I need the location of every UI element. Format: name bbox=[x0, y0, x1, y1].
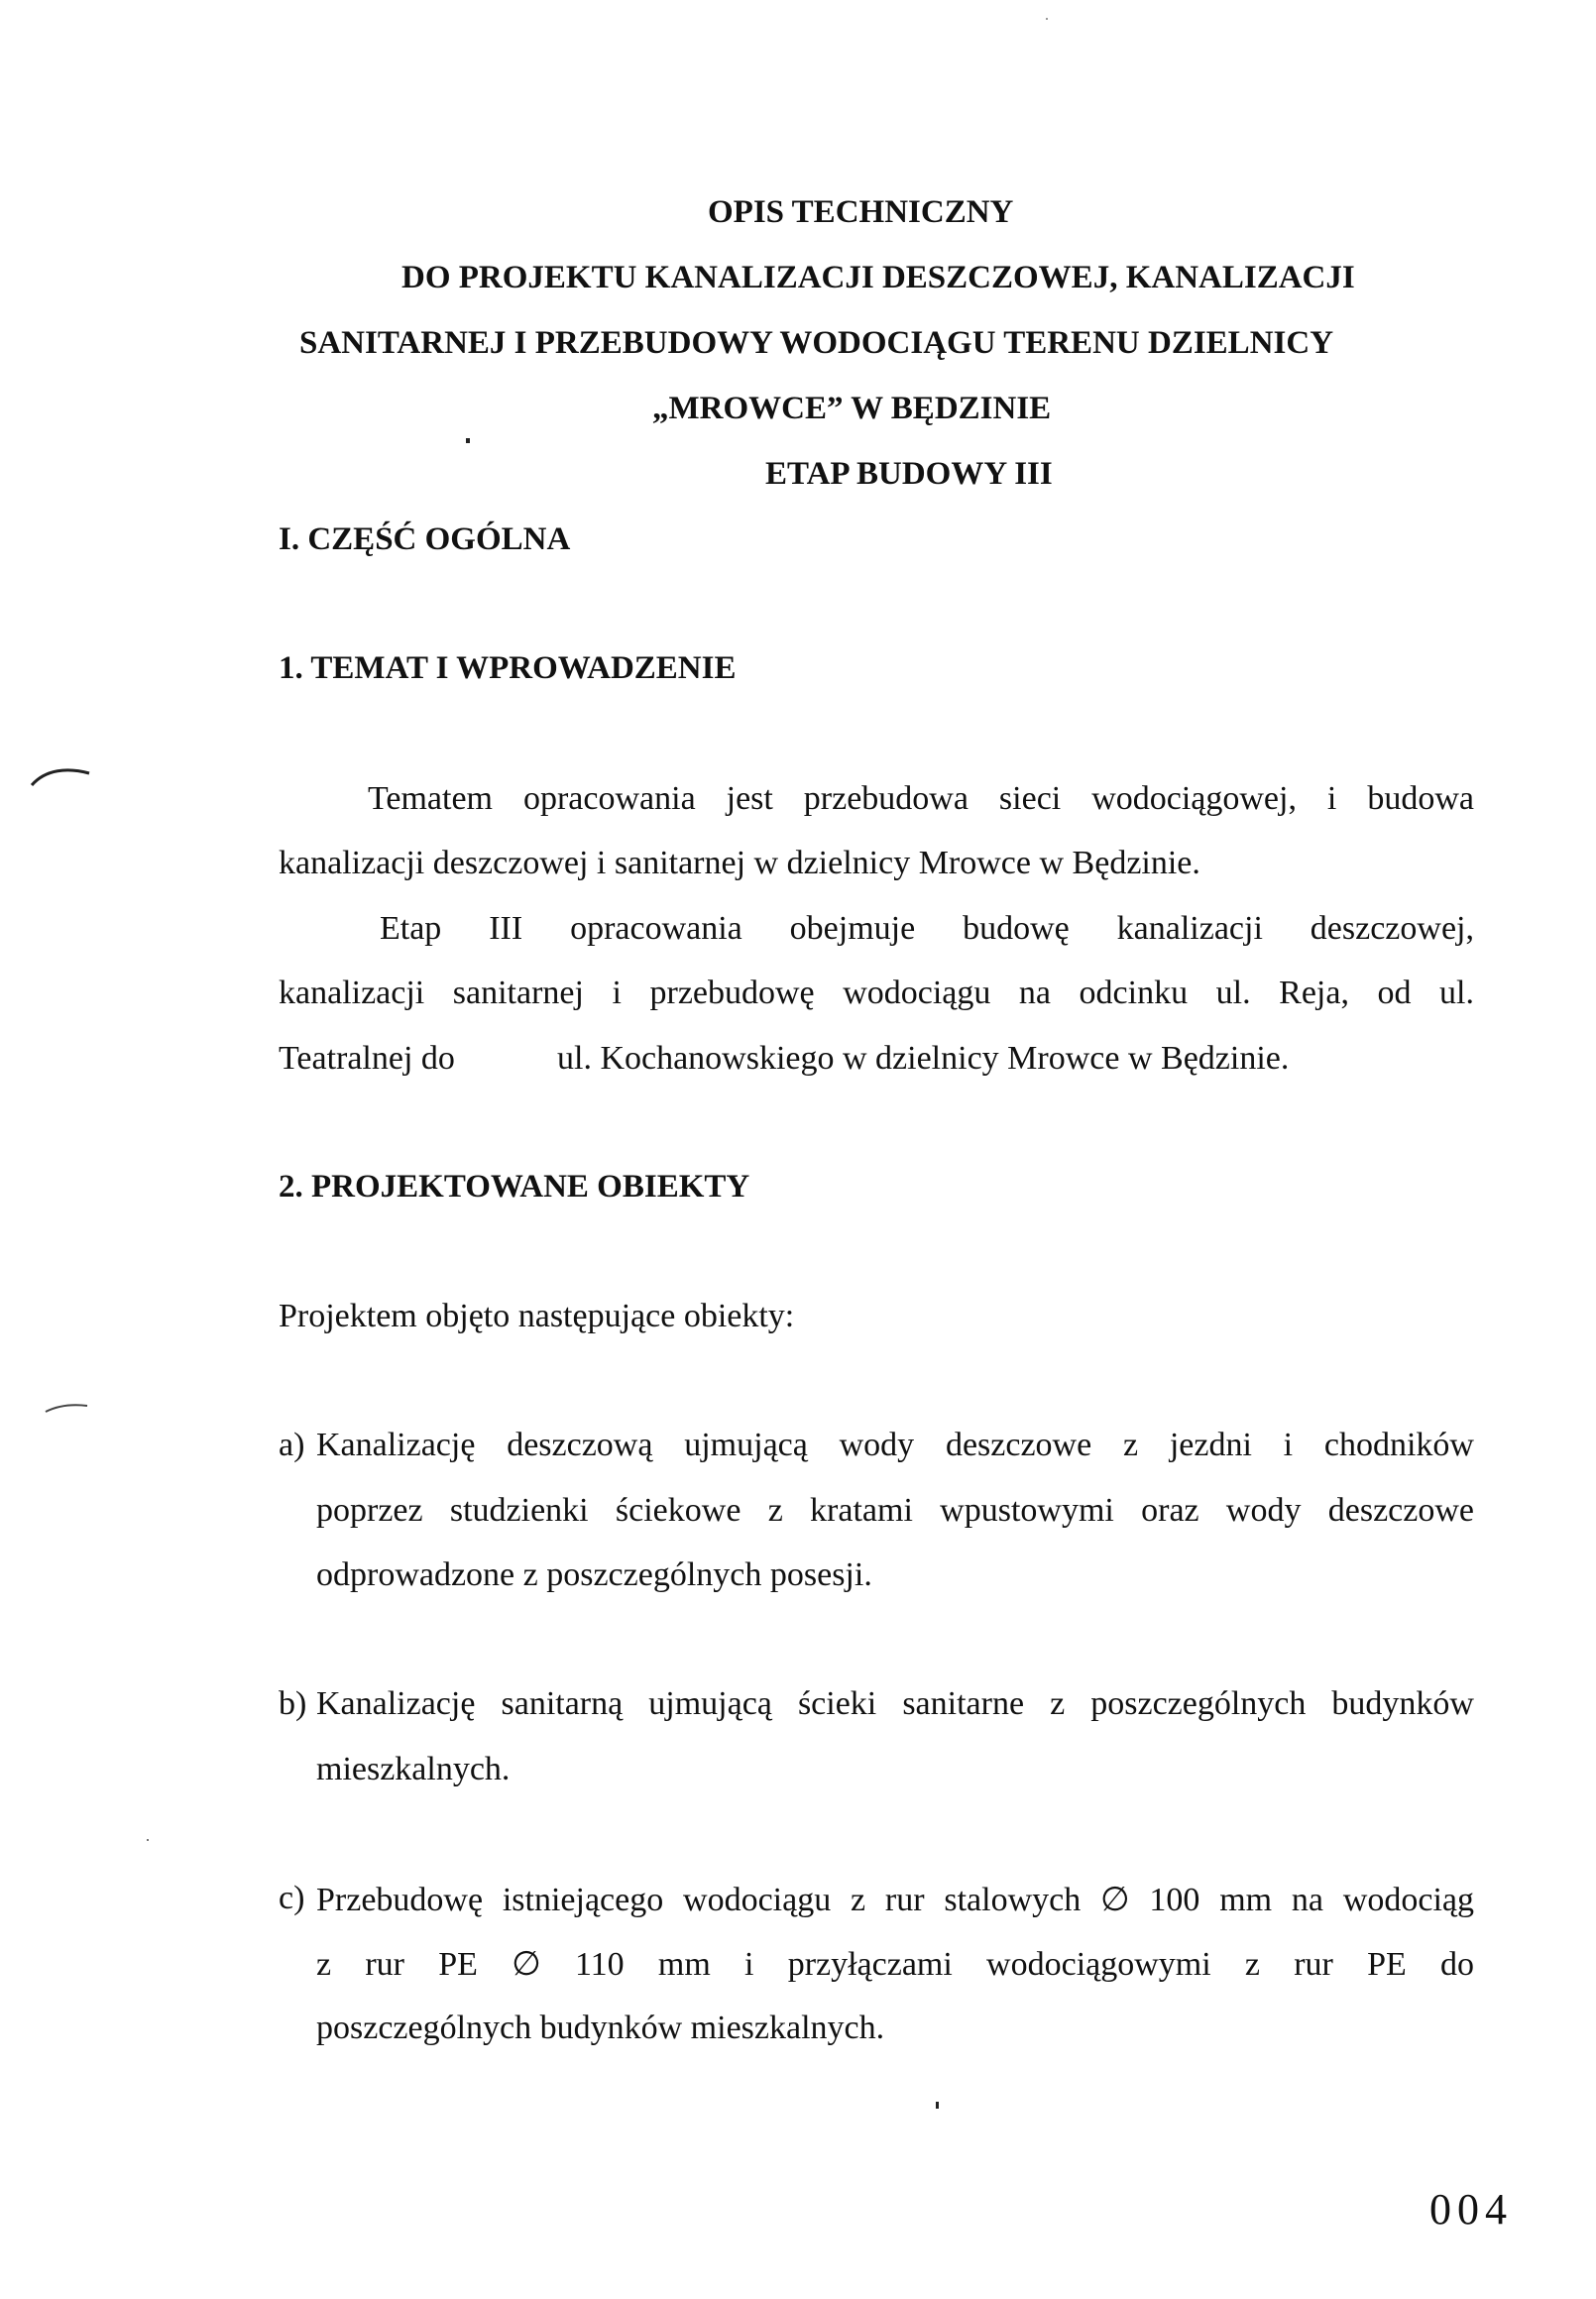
scan-dot-4 bbox=[1046, 18, 1048, 20]
section-1-paragraph-2-line-3b: ul. Kochanowskiego w dzielnicy Mrowce w Będzinie. bbox=[557, 1040, 1290, 1077]
list-item-c-line-1: Przebudowę istniejącego wodociągu z rur stalowych ∅ 100 mm na wodociąg bbox=[316, 1882, 1474, 1918]
document-title-line-3: SANITARNEJ I PRZEBUDOWY WODOCIĄGU TERENU DZIELNICY bbox=[299, 325, 1334, 361]
list-item-c-line-3: poszczególnych budynków mieszkalnych. bbox=[316, 2010, 885, 2046]
document-title-line-4: „MROWCE” W BĘDZINIE bbox=[652, 391, 1052, 426]
section-1-paragraph-2-line-1: Etap III opracowania obejmuje budowę kanalizacji deszczowej, bbox=[380, 910, 1474, 947]
document-title-line-2: DO PROJEKTU KANALIZACJI DESZCZOWEJ, KANALIZACJI bbox=[401, 260, 1355, 295]
scan-mark-top-left bbox=[28, 761, 97, 791]
scan-dot-1 bbox=[466, 438, 470, 443]
section-1-heading: 1. TEMAT I WPROWADZENIE bbox=[279, 650, 737, 686]
section-1-paragraph-2-line-2: kanalizacji sanitarnej i przebudowę wodociągu na odcinku ul. Reja, od ul. bbox=[279, 975, 1474, 1011]
list-item-b-line-1: Kanalizację sanitarną ujmującą ścieki sanitarne z poszczególnych budynków bbox=[316, 1685, 1474, 1722]
list-item-c-line-2: z rur PE ∅ 110 mm i przyłączami wodociągowymi z rur PE do bbox=[316, 1946, 1474, 1983]
list-item-a-line-1: Kanalizację deszczową ujmującą wody deszczowe z jezdni i chodników bbox=[316, 1427, 1474, 1463]
document-title-line-5: ETAP BUDOWY III bbox=[765, 456, 1053, 492]
section-2-intro: Projektem objęto następujące obiekty: bbox=[279, 1298, 795, 1334]
scan-mark-left bbox=[44, 1398, 93, 1418]
scan-dot-2 bbox=[936, 2102, 939, 2109]
list-item-a-line-3: odprowadzone z poszczególnych posesji. bbox=[316, 1556, 872, 1593]
list-item-a-marker: a) bbox=[279, 1427, 305, 1463]
list-item-a-line-2: poprzez studzienki ściekowe z kratami wpustowymi oraz wody deszczowe bbox=[316, 1492, 1474, 1529]
section-2-heading: 2. PROJEKTOWANE OBIEKTY bbox=[279, 1169, 750, 1205]
scan-dot-3 bbox=[147, 1839, 149, 1841]
document-title: OPIS TECHNICZNY bbox=[708, 194, 1014, 230]
page-number: 004 bbox=[1429, 2185, 1513, 2234]
list-item-c-marker: c) bbox=[279, 1880, 305, 1916]
section-1-paragraph-1-line-2: kanalizacji deszczowej i sanitarnej w dzielnicy Mrowce w Będzinie. bbox=[279, 845, 1200, 881]
section-1-paragraph-1-line-1: Tematem opracowania jest przebudowa sieci wodociągowej, i budowa bbox=[368, 780, 1474, 817]
section-1-paragraph-2-line-3a: Teatralnej do bbox=[279, 1040, 455, 1077]
list-item-b-line-2: mieszkalnych. bbox=[316, 1751, 511, 1787]
part-heading: I. CZĘŚĆ OGÓLNA bbox=[279, 521, 571, 557]
list-item-b-marker: b) bbox=[279, 1685, 307, 1722]
